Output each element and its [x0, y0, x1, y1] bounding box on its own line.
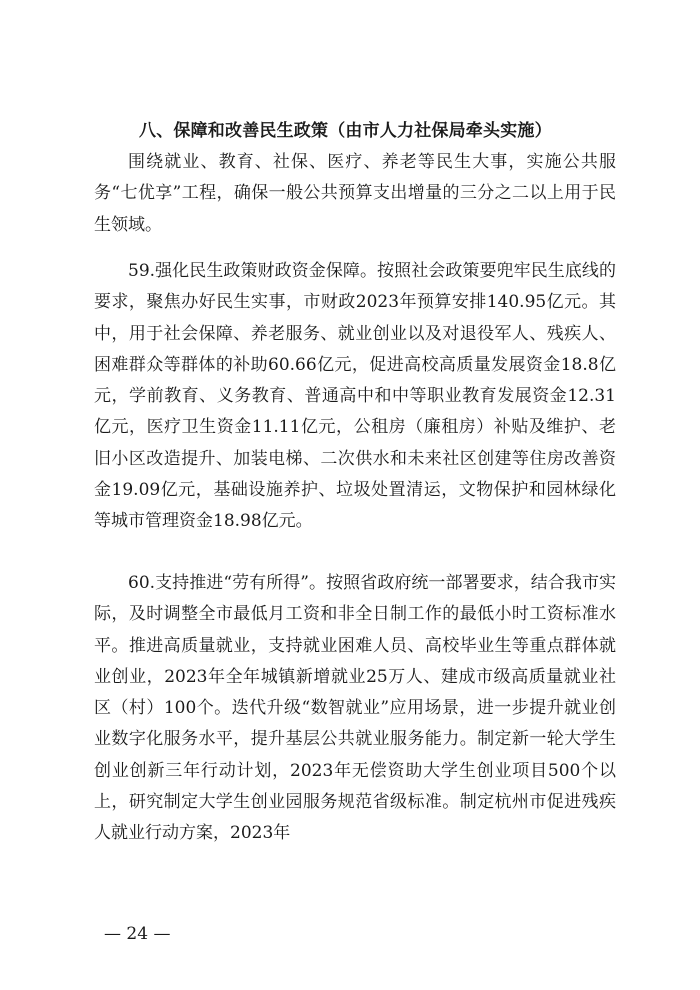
- section-heading: 八、保障和改善民生政策（由市人力社保局牵头实施）: [139, 121, 552, 141]
- page-number: — 24 —: [104, 924, 171, 944]
- paragraph-item-60: 60.支持推进“劳有所得”。按照省政府统一部署要求，结合我市实际，及时调整全市最低月工资和非全日制工作的最低小时工资标准水平。推进高质量就业，支持就业困难人员、高校毕业生等重点群体就业创业，2023年全年城镇新增就业25万人、建成市级高质量就业社区（村）100个。迭代升级“数智就业”应用场景，进一步提升就业创业数字化服务水平，提升基层公共就业服务能力。制定新一轮大学生创业创新三年行动计划，2023年无偿资助大学生创业项目500个以上，研究制定大学生创业园服务规范省级标准。制定杭州市促进残疾人就业行动方案，2023年: [94, 573, 616, 844]
- paragraph-item-59: 59.强化民生政策财政资金保障。按照社会政策要兜牢民生底线的要求，聚焦办好民生实事，市财政2023年预算安排140.95亿元。其中，用于社会保障、养老服务、就业创业以及对退役军人、残疾人、困难群众等群体的补助60.66亿元，促进高校高质量发展资金18.8亿元，学前教育、义务教育、普通高中和中等职业教育发展资金12.31亿元，医疗卫生资金11.11亿元，公租房（廉租房）补贴及维护、老旧小区改造提升、加装电梯、二次供水和未来社区创建等住房改善资金19.09亿元，基础设施养护、垃圾处置清运，文物保护和园林绿化等城市管理资金18.98亿元。: [94, 261, 616, 532]
- paragraph-intro: 围绕就业、教育、社保、医疗、养老等民生大事，实施公共服务“七优享”工程，确保一般公共预算支出增量的三分之二以上用于民生领域。: [94, 152, 616, 235]
